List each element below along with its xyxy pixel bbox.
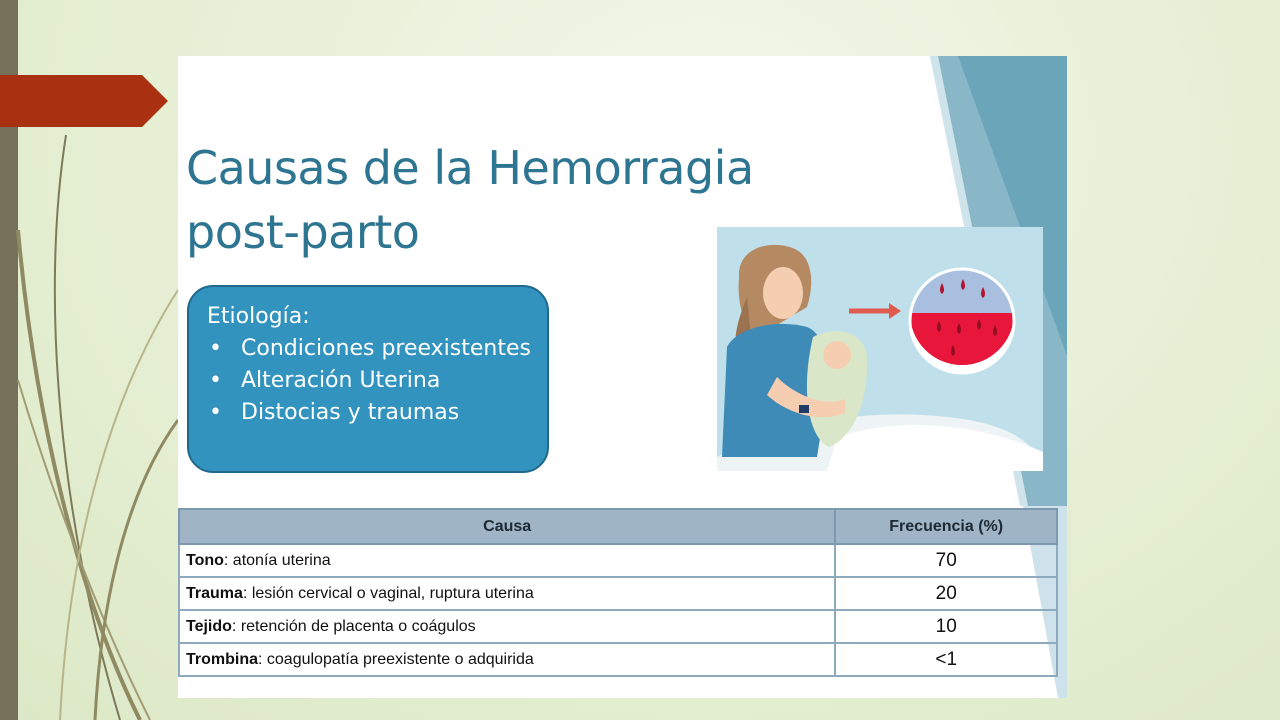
frequency-cell: 20 <box>835 577 1057 610</box>
table-row <box>179 577 1057 610</box>
table-header-row <box>179 509 1057 544</box>
etiologia-list <box>207 333 531 429</box>
blood-drops-icon <box>910 269 1014 373</box>
etiologia-box <box>187 285 549 473</box>
cause-description: : coagulopatía preexistente o adquirida <box>258 650 534 668</box>
frequency-cell: 10 <box>835 610 1057 643</box>
table-row <box>179 643 1057 676</box>
cause-name: Trauma <box>186 584 243 602</box>
etiologia-item: • Alteración Uterina <box>207 365 531 397</box>
cause-description: : lesión cervical o vaginal, ruptura uterina <box>242 584 534 602</box>
frequency-cell: 70 <box>835 544 1057 577</box>
cause-cell <box>179 643 835 676</box>
causes-table-container <box>178 508 1058 677</box>
cause-name: Tejido <box>186 617 232 635</box>
cause-name: Trombina <box>186 650 259 668</box>
causes-table <box>178 508 1058 677</box>
title-line-1: Causas de la Hemorragia <box>186 141 754 195</box>
column-header-frecuencia: Frecuencia (%) <box>835 509 1057 544</box>
etiologia-item: • Condiciones preexistentes <box>207 333 531 365</box>
cause-name: Tono <box>186 551 224 569</box>
cause-cell <box>179 544 835 577</box>
cause-description: : atonía uterina <box>223 551 331 569</box>
cause-cell <box>179 610 835 643</box>
table-row <box>179 610 1057 643</box>
column-header-causa: Causa <box>179 509 835 544</box>
frequency-cell: <1 <box>835 643 1057 676</box>
cause-description: : retención de placenta o coágulos <box>231 617 476 635</box>
title-accent-arrow <box>0 75 168 127</box>
cause-cell <box>179 577 835 610</box>
mother-holding-newborn-icon <box>717 227 1043 471</box>
page-title <box>186 136 754 264</box>
title-line-2: post-parto <box>186 205 420 259</box>
etiologia-heading: Etiología: <box>207 304 310 329</box>
etiologia-item: • Distocias y traumas <box>207 397 531 429</box>
slide-content <box>178 56 1067 698</box>
table-row <box>179 544 1057 577</box>
